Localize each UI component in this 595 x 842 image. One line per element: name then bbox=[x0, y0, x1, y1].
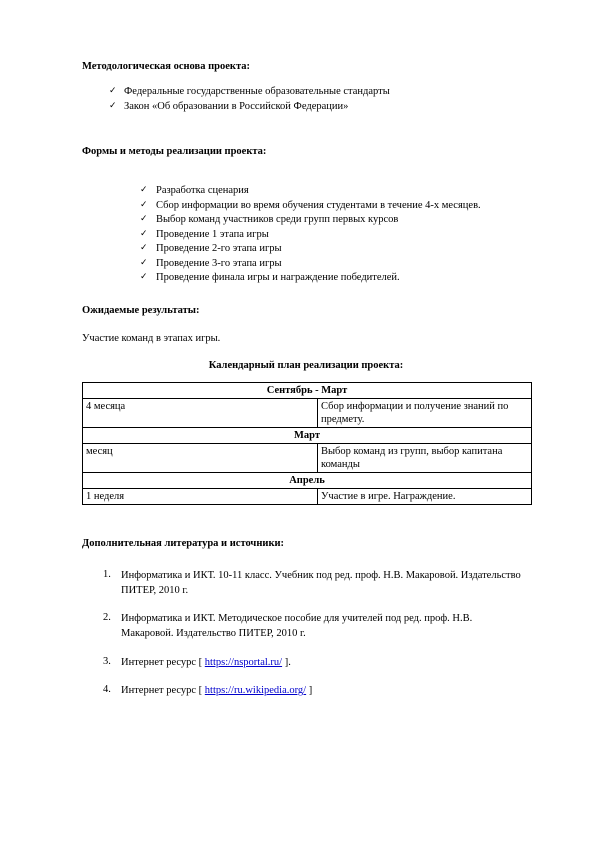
table-row bbox=[83, 444, 532, 473]
list-item: Проведение 3-го этапа игры bbox=[156, 258, 282, 269]
table-cell: Участие в игре. Награждение. bbox=[318, 489, 532, 505]
list-number: 1. bbox=[103, 569, 111, 580]
list-number: 2. bbox=[103, 612, 111, 623]
check-icon: ✓ bbox=[140, 258, 148, 268]
section-header: Сентябрь - Март bbox=[83, 383, 532, 399]
reference-suffix: ] bbox=[306, 685, 313, 696]
table-cell: 1 неделя bbox=[83, 489, 318, 505]
nsportal-link[interactable]: https://nsportal.ru/ bbox=[204, 657, 283, 668]
check-icon: ✓ bbox=[140, 243, 148, 253]
forms-heading: Формы и методы реализации проекта: bbox=[82, 146, 267, 157]
section-header: Март bbox=[83, 428, 532, 444]
literature-heading: Дополнительная литература и источники: bbox=[82, 538, 285, 549]
list-item: Разработка сценария bbox=[156, 185, 249, 196]
check-icon: ✓ bbox=[140, 229, 148, 239]
check-icon: ✓ bbox=[140, 185, 148, 195]
list-item bbox=[121, 683, 521, 698]
reference-suffix: ]. bbox=[282, 657, 291, 668]
check-icon: ✓ bbox=[109, 101, 117, 111]
list-item: Федеральные государственные образовательные стандарты bbox=[124, 86, 390, 97]
reference-prefix: Интернет ресурс [ bbox=[121, 685, 205, 696]
results-heading: Ожидаемые результаты: bbox=[82, 305, 200, 316]
list-item: Информатика и ИКТ. Методическое пособие для учителей под ред. проф. Н.В. Макаровой. Издательство ПИТЕР, 2010 г. bbox=[121, 613, 473, 639]
list-item: Проведение 1 этапа игры bbox=[156, 229, 269, 240]
table-row bbox=[83, 383, 532, 399]
list-item: Сбор информации во время обучения студентами в течение 4-х месяцев. bbox=[156, 200, 481, 211]
table-cell: Выбор команд из групп, выбор капитана команды bbox=[318, 444, 532, 473]
reference-prefix: Интернет ресурс [ bbox=[121, 657, 205, 668]
list-item: Информатика и ИКТ. 10-11 класс. Учебник под ред. проф. Н.В. Макаровой. Издательство ПИТЕР, 2010 г. bbox=[121, 570, 521, 596]
list-item: Проведение финала игры и награждение победителей. bbox=[156, 272, 400, 283]
table-cell: Сбор информации и получение знаний по предмету. bbox=[318, 399, 532, 428]
table-row bbox=[83, 399, 532, 428]
wikipedia-link[interactable]: https://ru.wikipedia.org/ bbox=[204, 685, 307, 696]
list-number: 3. bbox=[103, 656, 111, 667]
plan-table bbox=[82, 382, 532, 505]
list-number: 4. bbox=[103, 684, 111, 695]
section-header: Апрель bbox=[83, 473, 532, 489]
check-icon: ✓ bbox=[140, 200, 148, 210]
table-row bbox=[83, 473, 532, 489]
table-row bbox=[83, 428, 532, 444]
check-icon: ✓ bbox=[140, 272, 148, 282]
check-icon: ✓ bbox=[140, 214, 148, 224]
plan-title: Календарный план реализации проекта: bbox=[208, 360, 404, 371]
list-item: Проведение 2-го этапа игры bbox=[156, 243, 282, 254]
table-row bbox=[83, 489, 532, 505]
table-cell: 4 месяца bbox=[83, 399, 318, 428]
results-text: Участие команд в этапах игры. bbox=[82, 333, 221, 344]
list-item bbox=[121, 655, 521, 670]
list-item: Закон «Об образовании в Российской Федерации» bbox=[124, 101, 349, 112]
check-icon: ✓ bbox=[109, 86, 117, 96]
list-item: Выбор команд участников среди групп первых курсов bbox=[156, 214, 399, 225]
method-heading: Методологическая основа проекта: bbox=[82, 61, 250, 72]
table-cell: месяц bbox=[83, 444, 318, 473]
